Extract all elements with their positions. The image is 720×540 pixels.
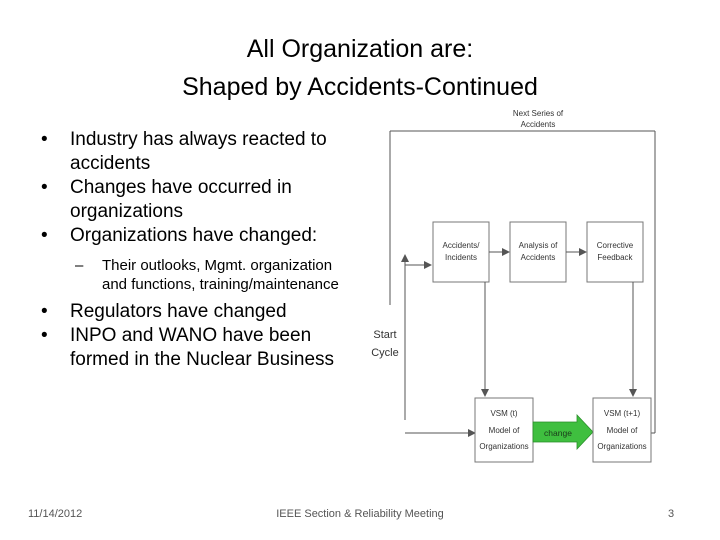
slide-title: [0, 30, 720, 106]
bullet-item: [28, 224, 358, 248]
start-cycle-label-1: Start: [373, 329, 397, 341]
next-series-label-2: Accidents: [520, 120, 556, 129]
footer-center-text: IEEE Section & Reliability Meeting: [276, 508, 444, 520]
footer-date: 11/14/2012: [28, 508, 83, 520]
bullet-text: Changes have occurred in organizations: [70, 177, 292, 222]
bullet-item: [28, 300, 358, 324]
bullet-item: [28, 128, 358, 176]
title-line-1: All Organization are:: [246, 35, 474, 63]
bullet-marker: •: [41, 129, 48, 150]
vsm-t1-label-3: Organizations: [597, 442, 647, 451]
vsm-t-label-2: Model of: [488, 426, 520, 435]
analysis-box-label-1: Analysis of: [518, 241, 558, 250]
bullet-marker: •: [41, 225, 48, 246]
slide-number: 3: [668, 508, 675, 520]
corrective-box-label-1: Corrective: [596, 241, 634, 250]
sub-bullet-text: Their outlooks, Mgmt. organization and functions, training/maintenance: [102, 257, 339, 293]
vsm-t1-label-1: VSM (t+1): [603, 409, 641, 418]
vsm-t-label-1: VSM (t): [490, 409, 518, 418]
accidents-box-label-1: Accidents/: [442, 241, 480, 250]
bullet-text: Industry has always reacted to accidents: [70, 129, 327, 174]
accidents-incidents-box: [433, 222, 489, 282]
accident-cycle-diagram: [365, 100, 665, 475]
title-line-2: Shaped by Accidents-Continued: [182, 73, 538, 101]
bullet-item: [28, 324, 358, 372]
bullet-text: INPO and WANO have been formed in the Nuclear Business: [70, 325, 335, 370]
change-label: change: [544, 428, 572, 438]
next-series-label-1: Next Series of: [512, 109, 564, 118]
vsm-t1-label-2: Model of: [606, 426, 638, 435]
sub-bullet-marker: –: [75, 257, 84, 274]
bullet-text: Organizations have changed:: [70, 225, 318, 246]
analysis-box-label-2: Accidents: [520, 253, 556, 262]
start-cycle-label-2: Cycle: [371, 347, 399, 359]
bullet-text: Regulators have changed: [70, 301, 287, 322]
bullet-marker: •: [41, 325, 48, 346]
corrective-box-label-2: Feedback: [597, 253, 633, 262]
bullet-marker: •: [41, 301, 48, 322]
sub-bullet-item: [28, 256, 358, 294]
bullet-item: [28, 176, 358, 224]
corrective-feedback-box: [587, 222, 643, 282]
bullet-marker: •: [41, 177, 48, 198]
analysis-box: [510, 222, 566, 282]
vsm-t-label-3: Organizations: [479, 442, 529, 451]
accidents-box-label-2: Incidents: [444, 253, 478, 262]
bullet-list: [28, 128, 358, 372]
